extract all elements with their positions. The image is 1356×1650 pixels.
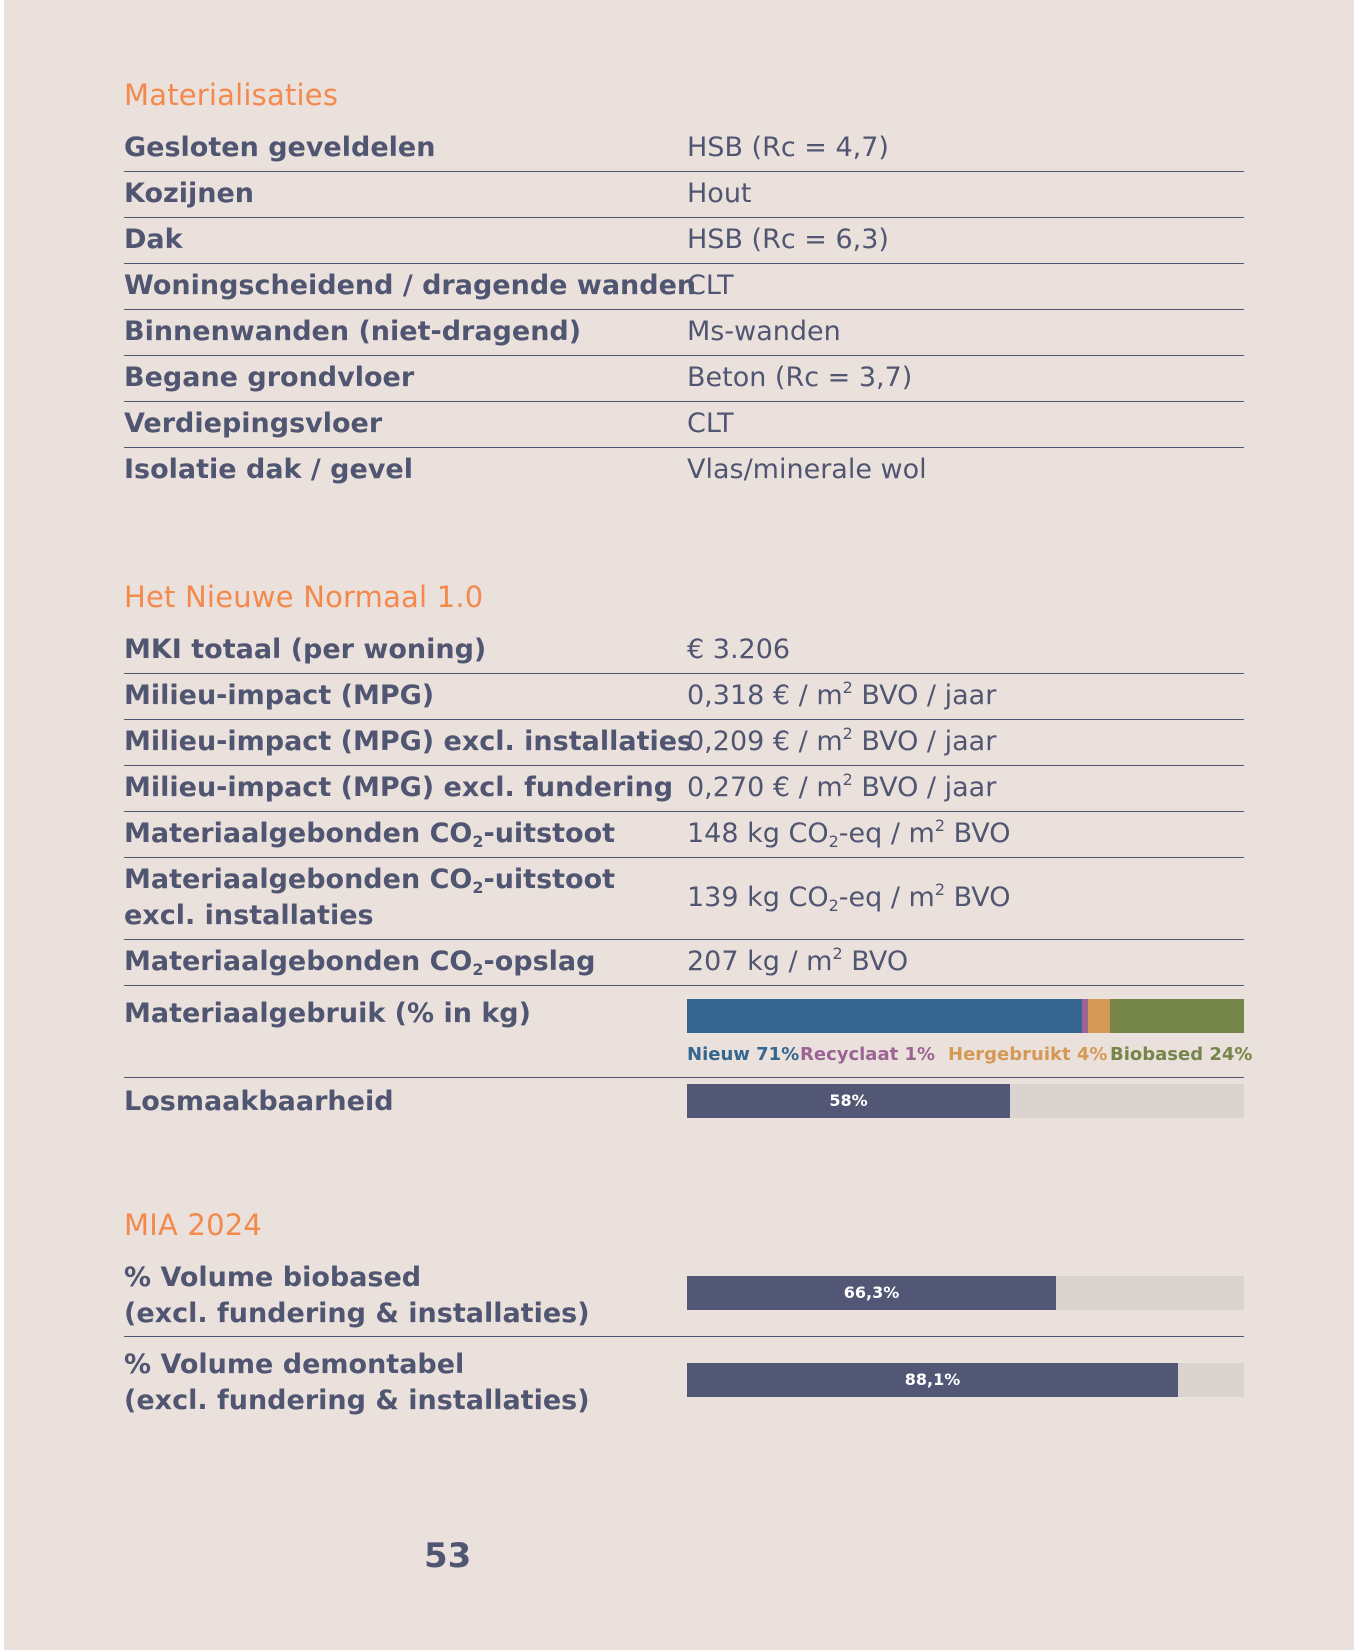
row-value: Ms-wanden xyxy=(687,316,841,347)
mia-biobased-value: 66,3% xyxy=(843,1283,900,1302)
table-row xyxy=(124,172,1244,218)
mia-demontabel-bar-track xyxy=(687,1363,1244,1397)
page xyxy=(4,0,1354,1650)
row-value: 0,318 € / $m^2$ BVO / jaar xyxy=(687,678,997,711)
row-value: € 3.206 xyxy=(687,634,791,665)
row-value: Beton (Rc = 3,7) xyxy=(687,362,913,393)
stack-segment-hergebruikt xyxy=(1088,999,1111,1033)
row-value: HSB (Rc = 4,7) xyxy=(687,132,889,163)
table-row xyxy=(124,1337,1244,1420)
row-value: 207 kg / $m^2$ BVO xyxy=(687,944,909,977)
legend-item-recyclaat: Recyclaat 1% xyxy=(800,1044,936,1065)
table-row xyxy=(124,720,1244,766)
table-row xyxy=(124,126,1244,172)
materialisaties-table xyxy=(124,126,1244,494)
row-label: Gesloten geveldelen xyxy=(124,132,436,163)
row-label: Milieu-impact (MPG) excl. fundering xyxy=(124,772,674,803)
normaal-table xyxy=(124,628,1253,1124)
stack-segment-nieuw xyxy=(687,999,1083,1033)
row-label: % Volume demontabel (excl. fundering & installaties) xyxy=(124,1349,590,1416)
section-title-het-nieuwe-normaal: Het Nieuwe Normaal 1.0 xyxy=(124,580,484,614)
mia-demontabel-value: 88,1% xyxy=(904,1370,961,1389)
table-row xyxy=(124,264,1244,310)
section-title-materialisaties: Materialisaties xyxy=(124,78,339,112)
losmaakbaarheid-bar-track xyxy=(687,1084,1244,1118)
row-value: 139 kg $CO_2-eq / m^2$ BVO xyxy=(687,880,1011,915)
stack-segment-biobased xyxy=(1110,999,1244,1033)
mia-biobased-bar-track xyxy=(687,1276,1244,1310)
legend-item-biobased: Biobased 24% xyxy=(1110,1044,1253,1065)
row-value: 0,270 € / $m^2$ BVO / jaar xyxy=(687,770,997,803)
legend-item-nieuw: Nieuw 71% xyxy=(687,1044,800,1065)
table-row xyxy=(124,812,1244,858)
row-label: Milieu-impact (MPG) xyxy=(124,680,435,711)
row-label: MKI totaal (per woning) xyxy=(124,634,487,665)
row-label: Kozijnen xyxy=(124,178,254,209)
table-row xyxy=(124,402,1244,448)
row-label: Materiaalgebonden $CO_2$-uitstoot xyxy=(124,818,616,851)
table-row xyxy=(124,448,1244,494)
row-label: Materiaalgebonden $CO_2$-opslag xyxy=(124,946,596,979)
row-value: Hout xyxy=(687,178,752,209)
table-row xyxy=(124,940,1244,986)
page-number: 53 xyxy=(424,1536,472,1576)
row-label: Isolatie dak / gevel xyxy=(124,454,413,485)
row-label: Materiaalgebonden $CO_2$-uitstoot excl. installaties xyxy=(124,864,616,931)
table-row xyxy=(124,356,1244,402)
mia-table xyxy=(124,1254,1244,1420)
row-label: % Volume biobased (excl. fundering & installaties) xyxy=(124,1262,590,1329)
row-value: 0,209 € / $m^2$ BVO / jaar xyxy=(687,724,997,757)
row-label: Verdiepingsvloer xyxy=(124,408,383,439)
row-label: Begane grondvloer xyxy=(124,362,415,393)
table-row-losmaakbaarheid xyxy=(124,1078,1244,1124)
row-label: Dak xyxy=(124,224,183,255)
section-title-mia-2024: MIA 2024 xyxy=(124,1208,263,1242)
row-value: Vlas/minerale wol xyxy=(687,454,927,485)
row-value: 148 kg $CO_2-eq / m^2$ BVO xyxy=(687,816,1011,851)
table-row xyxy=(124,310,1244,356)
materiaalgebruik-stacked-bar xyxy=(687,999,1244,1033)
table-row-materiaalgebruik xyxy=(124,986,1253,1078)
table-row xyxy=(124,1254,1244,1337)
legend-item-hergebruikt: Hergebruikt 4% xyxy=(948,1044,1108,1065)
row-value: CLT xyxy=(687,408,734,439)
row-label: Woningscheidend / dragende wanden xyxy=(124,270,697,301)
table-row xyxy=(124,858,1244,940)
row-label: Milieu-impact (MPG) excl. installaties xyxy=(124,726,694,757)
row-label: Binnenwanden (niet-dragend) xyxy=(124,316,582,347)
losmaakbaarheid-value: 58% xyxy=(829,1091,868,1110)
row-label: Losmaakbaarheid xyxy=(124,1086,394,1117)
row-value: HSB (Rc = 6,3) xyxy=(687,224,889,255)
row-label: Materiaalgebruik (% in kg) xyxy=(124,998,531,1029)
table-row xyxy=(124,766,1244,812)
row-value: CLT xyxy=(687,270,734,301)
table-row xyxy=(124,218,1244,264)
table-row xyxy=(124,628,1244,674)
table-row xyxy=(124,674,1244,720)
